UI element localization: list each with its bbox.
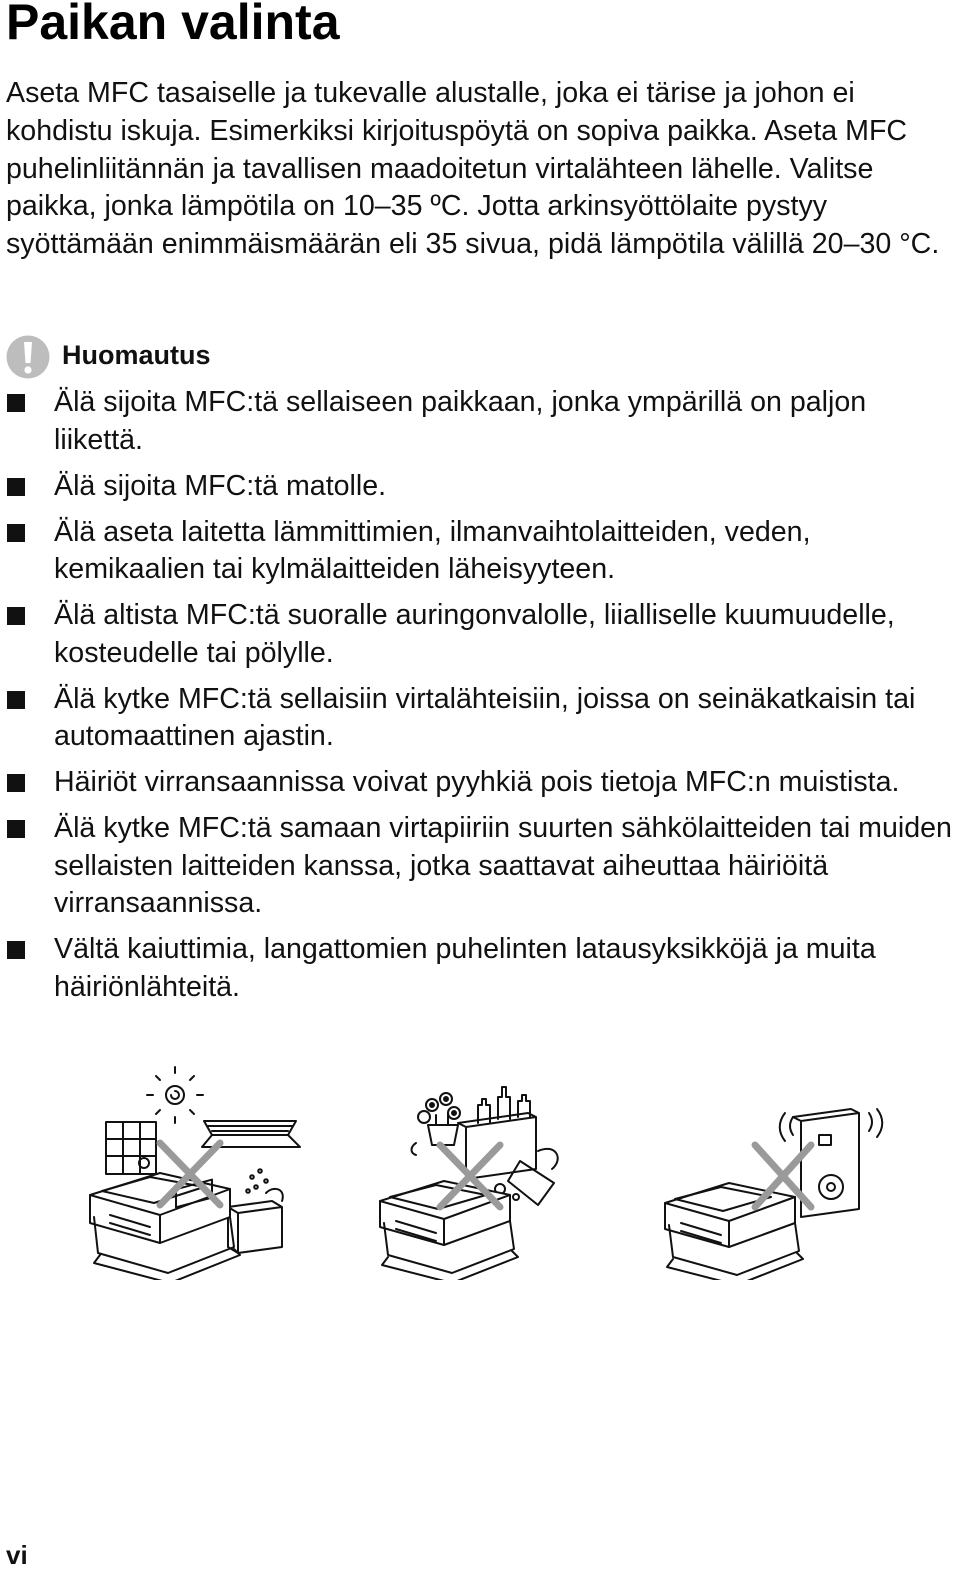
list-item xyxy=(0,514,960,589)
page-number: vi xyxy=(6,1540,28,1570)
list-item xyxy=(0,468,960,506)
note-list xyxy=(0,384,960,1015)
bullet-icon xyxy=(7,478,25,496)
list-item xyxy=(0,681,960,756)
bullet-icon xyxy=(7,941,25,959)
list-item xyxy=(0,597,960,672)
list-item xyxy=(0,931,960,1006)
list-item-text: Älä kytke MFC:tä samaan virtapiiriin suurten sähkölaitteiden tai muiden sellaisten laitteiden kanssa, jotka saattavat aiheuttaa häiriöitä virransaannissa. xyxy=(54,812,952,919)
bullet-icon xyxy=(7,524,25,542)
list-item-text: Älä altista MFC:tä suoralle auringonvalolle, liialliselle kuumuudelle, kosteudelle tai pölylle. xyxy=(54,599,895,669)
bullet-icon xyxy=(7,607,25,625)
list-item-text: Älä kytke MFC:tä sellaisiin virtalähteisiin, joissa on seinäkatkaisin tai automaattinen ajastin. xyxy=(54,682,916,752)
page-title: Paikan valinta xyxy=(6,0,340,50)
intro-paragraph: Aseta MFC tasaiselle ja tukevalle alustalle, joka ei tärise ja johon ei kohdistu iskuja. Esimerkiksi kirjoituspöytä on sopiva paikka. Aseta MFC puhelinliitännän ja tavallisen maadoitetun virtalähteen lähelle. Valitse paikka, jonka lämpötila on 10–35 ºC. Jotta arkinsyöttölaite pystyy syöttämään enimmäismäärän eli 35 sivua, pidä lämpötila välillä 20–30 °C. xyxy=(6,77,940,261)
illustrations xyxy=(80,1065,880,1285)
bullet-icon xyxy=(7,820,25,838)
bullet-icon xyxy=(7,691,25,709)
bullet-icon xyxy=(7,394,25,412)
mfc-near-water-and-chemicals-illustration xyxy=(370,1065,600,1280)
list-item-text: Älä sijoita MFC:tä sellaiseen paikkaan, jonka ympärillä on paljon liikettä. xyxy=(54,386,867,456)
list-item xyxy=(0,384,960,459)
list-item-text: Älä sijoita MFC:tä matolle. xyxy=(54,469,387,502)
list-item xyxy=(0,764,960,802)
note-title: Huomautus xyxy=(62,340,211,370)
list-item xyxy=(0,810,960,923)
mfc-near-heat-and-sun-illustration xyxy=(80,1065,310,1280)
list-item-text: Älä aseta laitetta lämmittimien, ilmanvaihtolaitteiden, veden, kemikaalien tai kylmälaitteiden läheisyyteen. xyxy=(54,515,811,585)
list-item-text: Häiriöt virransaannissa voivat pyyhkiä pois tietoja MFC:n muistista. xyxy=(54,766,900,798)
bullet-icon xyxy=(7,774,25,792)
exclamation-icon xyxy=(6,335,50,379)
list-item-text: Vältä kaiuttimia, langattomien puhelinten latausyksikköjä ja muita häiriönlähteitä. xyxy=(54,933,876,1003)
mfc-near-speaker-illustration xyxy=(655,1065,885,1280)
